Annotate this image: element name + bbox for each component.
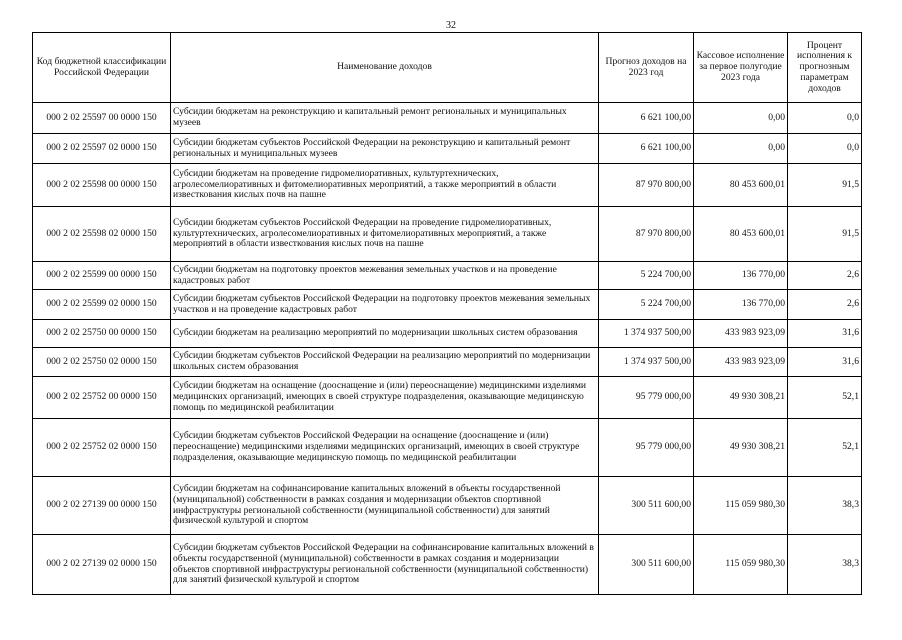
table-row bbox=[33, 134, 862, 164]
forecast-value: 95 779 000,00 bbox=[599, 377, 694, 419]
budget-code: 000 2 02 25597 00 0000 150 bbox=[33, 103, 171, 134]
revenue-name: Субсидии бюджетам субъектов Российской Федерации на реконструкцию и капитальный ремонт региональных и муниципальных музеев bbox=[171, 134, 599, 164]
forecast-value: 300 511 600,00 bbox=[599, 477, 694, 535]
execution-value: 433 983 923,09 bbox=[694, 348, 788, 377]
percent-value: 52,1 bbox=[788, 377, 862, 419]
revenue-name: Субсидии бюджетам субъектов Российской Федерации на реализацию мероприятий по модернизации школьных систем образования bbox=[171, 348, 599, 377]
revenue-name: Субсидии бюджетам на проведение гидромелиоративных, культуртехнических, агролесомелиоративных и фитомелиоративных мероприятий, а также мероприятий в области известкования кислых почв на пашне bbox=[171, 164, 599, 207]
table-row bbox=[33, 207, 862, 262]
table-row bbox=[33, 348, 862, 377]
forecast-value: 95 779 000,00 bbox=[599, 419, 694, 477]
execution-value: 433 983 923,09 bbox=[694, 320, 788, 348]
revenue-name: Субсидии бюджетам на реализацию мероприятий по модернизации школьных систем образования bbox=[171, 320, 599, 348]
header-forecast: Прогноз доходов на 2023 год bbox=[599, 33, 694, 103]
execution-value: 136 770,00 bbox=[694, 290, 788, 320]
revenue-table bbox=[32, 32, 862, 595]
execution-value: 0,00 bbox=[694, 103, 788, 134]
revenue-name: Субсидии бюджетам субъектов Российской Федерации на софинансирование капитальных вложений в объекты государственной (муниципальной) собственности в рамках создания и модернизации объектов спортивной инфраструктуры региональной собственности (муниципальной собственности) для занятий физической культурой и спортом bbox=[171, 535, 599, 595]
forecast-value: 87 970 800,00 bbox=[599, 164, 694, 207]
table-row bbox=[33, 262, 862, 290]
percent-value: 2,6 bbox=[788, 290, 862, 320]
header-execution: Кассовое исполнение за первое полугодие 2023 года bbox=[694, 33, 788, 103]
execution-value: 0,00 bbox=[694, 134, 788, 164]
forecast-value: 6 621 100,00 bbox=[599, 103, 694, 134]
table-row bbox=[33, 535, 862, 595]
execution-value: 115 059 980,30 bbox=[694, 535, 788, 595]
execution-value: 80 453 600,01 bbox=[694, 207, 788, 262]
table-row bbox=[33, 320, 862, 348]
forecast-value: 300 511 600,00 bbox=[599, 535, 694, 595]
budget-code: 000 2 02 25752 02 0000 150 bbox=[33, 419, 171, 477]
budget-code: 000 2 02 25598 02 0000 150 bbox=[33, 207, 171, 262]
budget-code: 000 2 02 25750 02 0000 150 bbox=[33, 348, 171, 377]
percent-value: 0,0 bbox=[788, 103, 862, 134]
revenue-name: Субсидии бюджетам субъектов Российской Федерации на проведение гидромелиоративных, культуртехнических, агролесомелиоративных и фитомелиоративных мероприятий, а также мероприятий в области известкования кислых почв на пашне bbox=[171, 207, 599, 262]
revenue-name: Субсидии бюджетам на реконструкцию и капитальный ремонт региональных и муниципальных музеев bbox=[171, 103, 599, 134]
table-row bbox=[33, 377, 862, 419]
header-row bbox=[33, 33, 862, 103]
percent-value: 38,3 bbox=[788, 535, 862, 595]
budget-code: 000 2 02 25598 00 0000 150 bbox=[33, 164, 171, 207]
table-row bbox=[33, 290, 862, 320]
percent-value: 52,1 bbox=[788, 419, 862, 477]
page-number: 32 bbox=[446, 20, 456, 31]
forecast-value: 1 374 937 500,00 bbox=[599, 320, 694, 348]
table-row bbox=[33, 419, 862, 477]
execution-value: 49 930 308,21 bbox=[694, 419, 788, 477]
execution-value: 49 930 308,21 bbox=[694, 377, 788, 419]
budget-code: 000 2 02 25597 02 0000 150 bbox=[33, 134, 171, 164]
budget-code: 000 2 02 27139 02 0000 150 bbox=[33, 535, 171, 595]
execution-value: 80 453 600,01 bbox=[694, 164, 788, 207]
header-code: Код бюджетной классификации Российской Федерации bbox=[33, 33, 171, 103]
forecast-value: 87 970 800,00 bbox=[599, 207, 694, 262]
forecast-value: 5 224 700,00 bbox=[599, 262, 694, 290]
execution-value: 115 059 980,30 bbox=[694, 477, 788, 535]
budget-code: 000 2 02 25752 00 0000 150 bbox=[33, 377, 171, 419]
revenue-name: Субсидии бюджетам на подготовку проектов межевания земельных участков и на проведение кадастровых работ bbox=[171, 262, 599, 290]
table-row bbox=[33, 164, 862, 207]
header-name: Наименование доходов bbox=[171, 33, 599, 103]
percent-value: 38,3 bbox=[788, 477, 862, 535]
percent-value: 31,6 bbox=[788, 320, 862, 348]
budget-code: 000 2 02 27139 00 0000 150 bbox=[33, 477, 171, 535]
percent-value: 0,0 bbox=[788, 134, 862, 164]
table-row bbox=[33, 103, 862, 134]
percent-value: 31,6 bbox=[788, 348, 862, 377]
execution-value: 136 770,00 bbox=[694, 262, 788, 290]
forecast-value: 5 224 700,00 bbox=[599, 290, 694, 320]
revenue-name: Субсидии бюджетам субъектов Российской Федерации на подготовку проектов межевания земельных участков и на проведение кадастровых работ bbox=[171, 290, 599, 320]
revenue-name: Субсидии бюджетам субъектов Российской Федерации на оснащение (дооснащение и (или) переоснащение) медицинскими изделиями медицинских организаций, имеющих в своей структуре подразделения, оказывающие медицинскую помощь по медицинской реабилитации bbox=[171, 419, 599, 477]
forecast-value: 6 621 100,00 bbox=[599, 134, 694, 164]
percent-value: 91,5 bbox=[788, 164, 862, 207]
percent-value: 91,5 bbox=[788, 207, 862, 262]
budget-code: 000 2 02 25599 00 0000 150 bbox=[33, 262, 171, 290]
budget-code: 000 2 02 25750 00 0000 150 bbox=[33, 320, 171, 348]
revenue-name: Субсидии бюджетам на оснащение (дооснащение и (или) переоснащение) медицинскими изделиями медицинских организаций, имеющих в своей структуре подразделения, оказывающие медицинскую помощь по медицинской реабилитации bbox=[171, 377, 599, 419]
forecast-value: 1 374 937 500,00 bbox=[599, 348, 694, 377]
budget-code: 000 2 02 25599 02 0000 150 bbox=[33, 290, 171, 320]
revenue-name: Субсидии бюджетам на софинансирование капитальных вложений в объекты государственной (муниципальной) собственности в рамках создания и модернизации объектов спортивной инфраструктуры региональной собственности (муниципальной собственности) для занятий физической культурой и спортом bbox=[171, 477, 599, 535]
table-row bbox=[33, 477, 862, 535]
percent-value: 2,6 bbox=[788, 262, 862, 290]
header-percent: Процент исполнения к прогнозным параметрам доходов bbox=[788, 33, 862, 103]
